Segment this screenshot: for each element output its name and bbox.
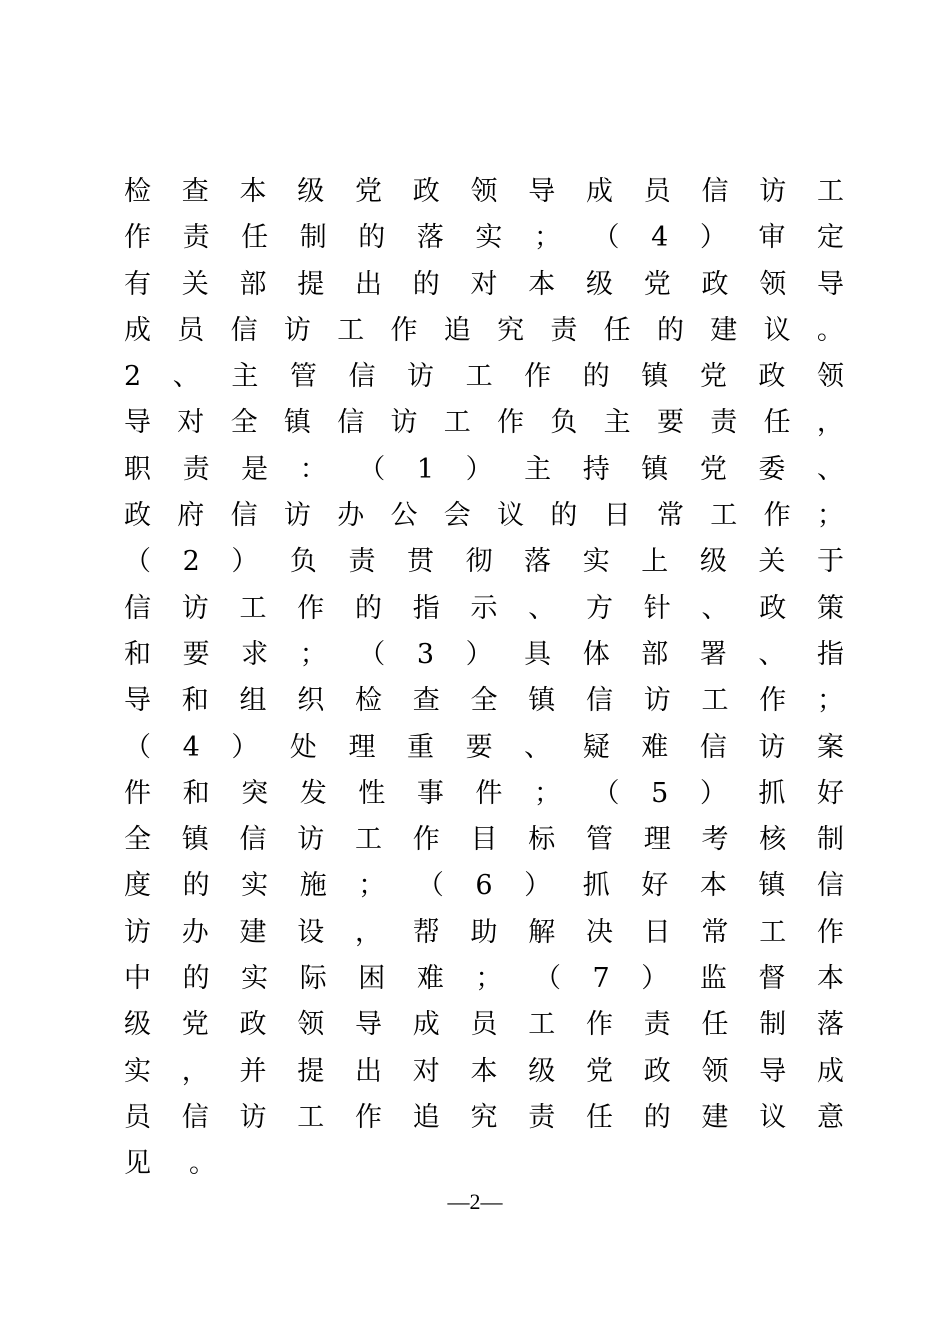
text-line: 全 镇 信 访 工 作 目 标 管 理 考 核 制 bbox=[124, 824, 844, 856]
text-line: 2 、 主 管 信 访 工 作 的 镇 党 政 领 bbox=[124, 361, 844, 393]
text-line: 导 和 组 织 检 查 全 镇 信 访 工 作 ； bbox=[124, 685, 844, 717]
text-line: 实 ， 并 提 出 对 本 级 党 政 领 导 成 bbox=[124, 1055, 844, 1087]
text-line: 作 责 任 制 的 落 实 ； （ 4 ） 审 定 bbox=[124, 222, 844, 254]
text-line: （ 2 ） 负 责 贯 彻 落 实 上 级 关 于 bbox=[124, 546, 844, 578]
text-line: 有 关 部 提 出 的 对 本 级 党 政 领 导 bbox=[124, 268, 844, 300]
text-line: 级 党 政 领 导 成 员 工 作 责 任 制 落 bbox=[124, 1009, 844, 1041]
text-line: 职 责 是 ： （ 1 ） 主 持 镇 党 委 、 bbox=[124, 453, 844, 485]
text-line: （ 4 ） 处 理 重 要 、 疑 难 信 访 案 bbox=[124, 731, 844, 763]
text-line: 检 查 本 级 党 政 领 导 成 员 信 访 工 bbox=[124, 176, 844, 207]
text-line: 导 对 全 镇 信 访 工 作 负 主 要 责 任 ， bbox=[124, 407, 844, 439]
text-line: 政 府 信 访 办 公 会 议 的 日 常 工 作 ； bbox=[124, 500, 844, 532]
body-text bbox=[124, 169, 844, 1188]
text-line: 度 的 实 施 ； （ 6 ） 抓 好 本 镇 信 bbox=[124, 870, 844, 902]
text-line: 访 办 建 设 ， 帮 助 解 决 日 常 工 作 bbox=[124, 916, 844, 948]
text-line: 中 的 实 际 困 难 ； （ 7 ） 监 督 本 bbox=[124, 963, 844, 995]
text-line: 成 员 信 访 工 作 追 究 责 任 的 建 议 。 bbox=[124, 314, 844, 346]
text-line: 员 信 访 工 作 追 究 责 任 的 建 议 意 bbox=[124, 1101, 844, 1133]
page-number: —2— bbox=[447, 1189, 503, 1214]
text-line: 件 和 突 发 性 事 件 ； （ 5 ） 抓 好 bbox=[124, 777, 844, 809]
text-line: 和 要 求 ； （ 3 ） 具 体 部 署 、 指 bbox=[124, 638, 844, 670]
text-line: 信 访 工 作 的 指 示 、 方 针 、 政 策 bbox=[124, 592, 844, 624]
text-line: 见 。 bbox=[124, 1148, 216, 1180]
